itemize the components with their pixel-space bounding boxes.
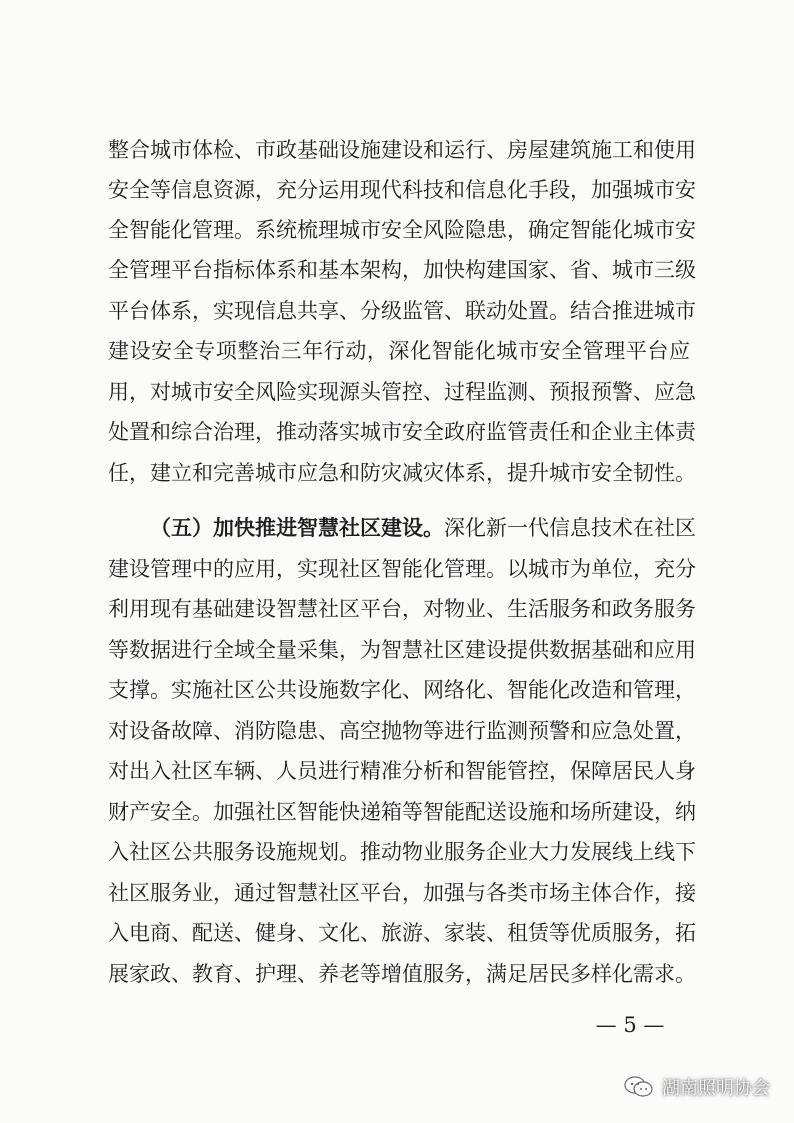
paragraph-line: 入社区公共服务设施规划。推动物业服务企业大力发展线上线下 bbox=[108, 840, 696, 864]
paragraph-line: 展家政、教育、护理、养老等增值服务，满足居民多样化需求。 bbox=[108, 962, 696, 986]
wechat-icon bbox=[624, 1075, 654, 1099]
section-heading: （五）加快推进智慧社区建设。 bbox=[150, 515, 444, 540]
paragraph-line: 处置和综合治理，推动落实城市安全政府监管责任和企业主体责 bbox=[108, 420, 696, 444]
paragraph-line: 安全等信息资源，充分运用现代科技和信息化手段，加强城市安 bbox=[108, 178, 696, 202]
paragraph-line: 对出入社区车辆、人员进行精准分析和智能管控，保障居民人身 bbox=[108, 759, 696, 783]
section-heading-rest: 深化新一代信息技术在社区 bbox=[444, 516, 696, 540]
paragraph-line: 任，建立和完善城市应急和防灾减灾体系，提升城市安全韧性。 bbox=[108, 461, 696, 485]
paragraph-line: 整合城市体检、市政基础设施建设和运行、房屋建筑施工和使用 bbox=[108, 138, 696, 162]
paragraph-line: 全智能化管理。系统梳理城市安全风险隐患，确定智能化城市安 bbox=[108, 218, 696, 242]
paragraph-line: 支撑。实施社区公共设施数字化、网络化、智能化改造和管理， bbox=[108, 678, 696, 702]
paragraph-line: 建设安全专项整治三年行动，深化智能化城市安全管理平台应 bbox=[108, 339, 690, 363]
section-heading-line bbox=[150, 508, 696, 548]
page-number: — 5 — bbox=[595, 1013, 665, 1037]
paragraph-line: 全管理平台指标体系和基本架构，加快构建国家、省、城市三级 bbox=[108, 258, 696, 282]
paragraph-line: 平台体系，实现信息共享、分级监管、联动处置。结合推进城市 bbox=[108, 299, 696, 323]
paragraph-line: 入电商、配送、健身、文化、旅游、家装、租赁等优质服务，拓 bbox=[108, 921, 696, 945]
paragraph-line: 用，对城市安全风险实现源头管控、过程监测、预报预警、应急 bbox=[108, 380, 696, 404]
watermark bbox=[624, 1072, 770, 1102]
paragraph-line: 建设管理中的应用，实现社区智能化管理。以城市为单位，充分 bbox=[108, 557, 696, 581]
paragraph-line: 等数据进行全域全量采集，为智慧社区建设提供数据基础和应用 bbox=[108, 638, 696, 662]
paragraph-line: 财产安全。加强社区智能快递箱等智能配送设施和场所建设，纳 bbox=[108, 800, 696, 824]
paragraph-line: 社区服务业，通过智慧社区平台，加强与各类市场主体合作，接 bbox=[108, 881, 696, 905]
paragraph-line: 对设备故障、消防隐患、高空抛物等进行监测预警和应急处置， bbox=[108, 719, 696, 743]
watermark-text: 湖南照明协会 bbox=[662, 1078, 770, 1099]
paragraph-line: 利用现有基础建设智慧社区平台，对物业、生活服务和政务服务 bbox=[108, 597, 696, 621]
